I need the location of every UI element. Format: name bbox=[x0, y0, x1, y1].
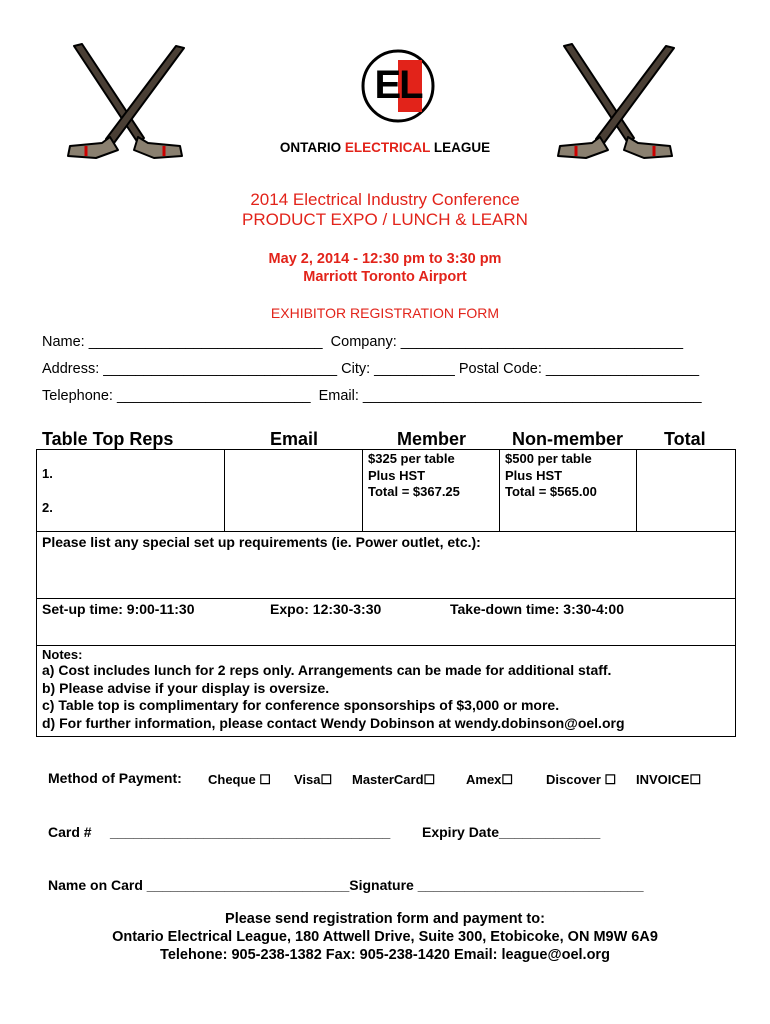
rep-1-field[interactable]: 1. bbox=[42, 466, 53, 481]
checkbox-icon[interactable]: ☐ bbox=[689, 772, 702, 787]
payment-option-cheque[interactable]: Cheque ☐ bbox=[208, 772, 271, 787]
expiry-date-field[interactable]: Expiry Date_____________ bbox=[422, 824, 601, 840]
notes-title: Notes: bbox=[42, 647, 83, 662]
payment-option-invoice[interactable]: INVOICE☐ bbox=[636, 772, 702, 787]
conference-title: 2014 Electrical Industry Conference bbox=[250, 190, 520, 209]
expo-time: Expo: 12:30-3:30 bbox=[270, 601, 382, 617]
takedown-time: Take-down time: 3:30-4:00 bbox=[450, 601, 625, 617]
org-name: ONTARIO ELECTRICAL LEAGUE bbox=[279, 140, 491, 155]
note-item: d) For further information, please contact Wendy Dobinson at wendy.dobinson@oel.org bbox=[42, 714, 625, 731]
special-requirements-field[interactable] bbox=[38, 552, 734, 596]
payment-option-discover[interactable]: Discover ☐ bbox=[546, 772, 617, 787]
footer-address: Ontario Electrical League, 180 Attwell Drive, Suite 300, Etobicoke, ON M9W 6A9 bbox=[112, 929, 658, 945]
card-number-field[interactable]: ____________________________________ bbox=[110, 824, 391, 840]
address-city-postal-field[interactable]: Address: _____________________________ City: __________ Postal Code: ___________________ bbox=[42, 361, 700, 377]
payment-option-amex[interactable]: Amex☐ bbox=[466, 772, 514, 787]
special-requirements-label: Please list any special set up requirements (ie. Power outlet, etc.): bbox=[42, 534, 481, 550]
logo-text: EL bbox=[374, 63, 422, 107]
note-item: a) Cost includes lunch for 2 reps only. Arrangements can be made for additional staff. bbox=[42, 662, 612, 678]
form-title: EXHIBITOR REGISTRATION FORM bbox=[270, 305, 500, 321]
header-email: Email bbox=[270, 429, 319, 449]
notes-list bbox=[42, 662, 625, 732]
member-price: $325 per table Plus HST Total = $367.25 bbox=[368, 451, 460, 499]
header-total: Total bbox=[664, 429, 706, 449]
footer-instructions: Please send registration form and payment to: bbox=[225, 911, 545, 927]
checkbox-icon[interactable]: ☐ bbox=[501, 772, 514, 787]
checkbox-icon[interactable]: ☐ bbox=[320, 772, 333, 787]
header-member: Member bbox=[397, 429, 467, 449]
name-signature-field[interactable]: Name on Card __________________________Signature _____________________________ bbox=[48, 877, 644, 893]
telephone-email-field[interactable]: Telephone: ________________________ Email: __________________________________________ bbox=[42, 388, 702, 404]
card-number-label: Card # bbox=[48, 824, 92, 840]
rep-2-field[interactable]: 2. bbox=[42, 500, 53, 515]
note-item: c) Table top is complimentary for conference sponsorships of $3,000 or more. bbox=[42, 697, 560, 713]
name-company-field[interactable]: Name: _____________________________ Company: ___________________________________ bbox=[42, 334, 684, 350]
header-nonmember: Non-member bbox=[512, 429, 624, 449]
checkbox-icon[interactable]: ☐ bbox=[423, 772, 436, 787]
event-venue: Marriott Toronto Airport bbox=[303, 269, 467, 285]
event-date: May 2, 2014 - 12:30 pm to 3:30 pm bbox=[268, 251, 502, 267]
payment-label: Method of Payment: bbox=[48, 770, 182, 786]
header-reps: Table Top Reps bbox=[42, 429, 174, 449]
checkbox-icon[interactable]: ☐ bbox=[604, 772, 617, 787]
checkbox-icon[interactable]: ☐ bbox=[259, 772, 271, 787]
setup-time: Set-up time: 9:00-11:30 bbox=[42, 601, 195, 617]
nonmember-price: $500 per table Plus HST Total = $565.00 bbox=[505, 451, 597, 499]
footer-contact: Telehone: 905-238-1382 Fax: 905-238-1420 Email: league@oel.org bbox=[160, 947, 610, 963]
note-item: b) Please advise if your display is oversize. bbox=[42, 679, 330, 696]
expo-title: PRODUCT EXPO / LUNCH & LEARN bbox=[242, 210, 528, 229]
email-cell[interactable] bbox=[226, 451, 360, 530]
oel-logo bbox=[360, 48, 436, 124]
total-cell[interactable] bbox=[638, 451, 734, 530]
payment-option-visa[interactable]: Visa☐ bbox=[294, 772, 333, 787]
payment-option-mastercard[interactable]: MasterCard☐ bbox=[352, 772, 436, 787]
